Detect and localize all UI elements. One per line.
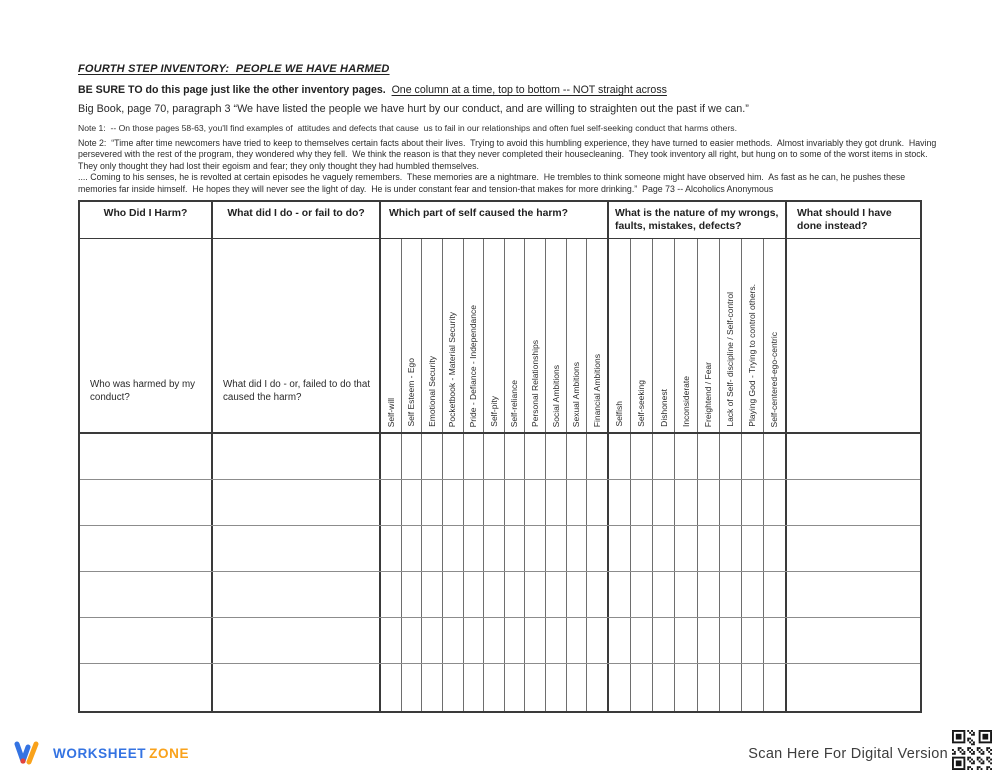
instruction-line xyxy=(78,84,942,96)
cells-nature-of-wrongs xyxy=(609,434,787,479)
wrongs-column-label xyxy=(764,239,785,432)
cell-self-check[interactable] xyxy=(525,572,546,617)
wrongs-columns-labels xyxy=(609,239,787,432)
cell-wrongs-check[interactable] xyxy=(720,526,742,571)
wrongs-column-label xyxy=(742,239,764,432)
cells-nature-of-wrongs xyxy=(609,572,787,617)
wrongs-column-label-text: Lack of Self- discipline / Self-control xyxy=(724,292,735,427)
cell-self-check[interactable] xyxy=(464,618,485,663)
cell-what-did-i-do[interactable] xyxy=(213,526,381,571)
table-row xyxy=(80,572,920,618)
wrongs-column-label-text: Playing God - Trying to control others. xyxy=(747,284,758,427)
cell-self-check[interactable] xyxy=(567,618,588,663)
cell-self-check[interactable] xyxy=(525,434,546,479)
cell-wrongs-check[interactable] xyxy=(764,572,785,617)
cell-self-check[interactable] xyxy=(484,618,505,663)
cell-self-check[interactable] xyxy=(546,618,567,663)
wrongs-column-label xyxy=(720,239,742,432)
self-column-label xyxy=(525,239,546,432)
cell-wrongs-check[interactable] xyxy=(609,526,631,571)
cell-what-did-i-do[interactable] xyxy=(213,480,381,525)
cells-part-of-self xyxy=(381,434,609,479)
cell-self-check[interactable] xyxy=(484,480,505,525)
cell-self-check[interactable] xyxy=(525,480,546,525)
note-2-paragraph-2: .... Coming to his senses, he is revolted at certain episodes he vaguely remembers. These memories are a nightmare. He trembles to think someone might have observed him. As fast as he can, he pushes these memories far inside himself. He hopes they will never see the light of day. He is under constant fear and tension-that makes for more drinking.” Page 73 -- Alcoholics Anonymous xyxy=(78,172,908,194)
cell-self-check[interactable] xyxy=(422,618,443,663)
cell-wrongs-check[interactable] xyxy=(609,434,631,479)
cell-self-check[interactable] xyxy=(402,480,423,525)
cell-wrongs-check[interactable] xyxy=(653,664,675,710)
cell-self-check[interactable] xyxy=(381,526,402,571)
cell-self-check[interactable] xyxy=(464,664,485,710)
cell-self-check[interactable] xyxy=(381,572,402,617)
cell-wrongs-check[interactable] xyxy=(764,434,785,479)
worksheetzone-logo-icon xyxy=(14,741,46,765)
wrongs-column-label xyxy=(609,239,631,432)
wrongs-column-label-text: Selfish xyxy=(614,401,625,427)
cell-wrongs-check[interactable] xyxy=(764,526,785,571)
subheader-what-caused-harm: What did I do - or, failed to do that caused the harm? xyxy=(213,239,381,432)
cell-self-check[interactable] xyxy=(525,664,546,710)
self-column-label xyxy=(443,239,464,432)
cell-self-check[interactable] xyxy=(505,618,526,663)
subheader-done-instead-empty xyxy=(787,239,920,432)
cell-self-check[interactable] xyxy=(464,526,485,571)
self-column-label-text: Personal Relationships xyxy=(530,340,541,427)
cell-self-check[interactable] xyxy=(443,434,464,479)
self-columns-labels xyxy=(381,239,609,432)
cell-wrongs-check[interactable] xyxy=(764,618,785,663)
self-column-label-text: Self Esteem - Ego xyxy=(406,358,417,427)
cell-wrongs-check[interactable] xyxy=(675,526,697,571)
self-column-label-text: Sexual Ambitions xyxy=(571,361,582,427)
cell-self-check[interactable] xyxy=(505,434,526,479)
cell-self-check[interactable] xyxy=(546,572,567,617)
cell-self-check[interactable] xyxy=(567,664,588,710)
table-row xyxy=(80,434,920,480)
self-column-label xyxy=(422,239,443,432)
cells-part-of-self xyxy=(381,526,609,571)
cell-what-did-i-do[interactable] xyxy=(213,572,381,617)
worksheetzone-logo xyxy=(14,741,189,765)
cell-self-check[interactable] xyxy=(381,618,402,663)
cell-wrongs-check[interactable] xyxy=(653,526,675,571)
cell-self-check[interactable] xyxy=(402,664,423,710)
instruction-underlined-text: One column at a time, top to bottom -- NOT straight across xyxy=(391,84,667,96)
cell-self-check[interactable] xyxy=(546,664,567,710)
col-header-part-of-self: Which part of self caused the harm? xyxy=(381,202,609,238)
self-column-label xyxy=(567,239,588,432)
cell-self-check[interactable] xyxy=(546,480,567,525)
subheader-who-was-harmed: Who was harmed by my conduct? xyxy=(80,239,213,432)
cell-wrongs-check[interactable] xyxy=(698,664,720,710)
cell-wrongs-check[interactable] xyxy=(609,572,631,617)
cell-wrongs-check[interactable] xyxy=(742,434,764,479)
cell-self-check[interactable] xyxy=(443,572,464,617)
wrongs-column-label-text: Inconsiderate xyxy=(680,375,691,427)
instruction-bold-text: BE SURE TO do this page just like the other inventory pages. xyxy=(78,84,392,96)
cell-self-check[interactable] xyxy=(505,572,526,617)
cells-part-of-self xyxy=(381,618,609,663)
wrongs-column-label-text: Dishonest xyxy=(658,389,669,427)
cell-done-instead[interactable] xyxy=(787,664,920,710)
cell-wrongs-check[interactable] xyxy=(653,572,675,617)
note-1: Note 1: -- On those pages 58-63, you'll find examples of attitudes and defects that cause us to fail in our relationships and often fuel self-seeking conduct that harms others. xyxy=(78,123,737,133)
self-column-label xyxy=(587,239,607,432)
cell-self-check[interactable] xyxy=(422,572,443,617)
cell-wrongs-check[interactable] xyxy=(631,664,653,710)
cell-done-instead[interactable] xyxy=(787,480,920,525)
self-column-label xyxy=(381,239,402,432)
cell-wrongs-check[interactable] xyxy=(764,664,785,710)
cell-self-check[interactable] xyxy=(381,664,402,710)
cell-self-check[interactable] xyxy=(443,480,464,525)
cell-self-check[interactable] xyxy=(525,618,546,663)
cell-who-harmed[interactable] xyxy=(80,618,213,663)
cell-wrongs-check[interactable] xyxy=(609,664,631,710)
cell-self-check[interactable] xyxy=(402,434,423,479)
cell-wrongs-check[interactable] xyxy=(675,664,697,710)
cell-wrongs-check[interactable] xyxy=(742,526,764,571)
wrongs-column-label-text: Self-seeking xyxy=(636,380,647,427)
cell-wrongs-check[interactable] xyxy=(609,618,631,663)
cell-wrongs-check[interactable] xyxy=(698,618,720,663)
note-2-paragraph-1: Note 2: “Time after time newcomers have tried to keep to themselves certain facts about their lives. Trying to avoid this humbling experience, they have turned to easier methods. Almost invariably they got drunk. Having persevered with the rest of the program, they wondered why they fell. We think the reason is that they never completed their housecleaning. They took inventory all right, but hung on to some of the worst items in stock. They only thought they had lost their egoism and fear; they only thought they had humbled themselves. xyxy=(78,138,939,171)
cell-wrongs-check[interactable] xyxy=(720,480,742,525)
cell-wrongs-check[interactable] xyxy=(653,618,675,663)
cell-self-check[interactable] xyxy=(402,526,423,571)
table-row xyxy=(80,618,920,664)
cell-wrongs-check[interactable] xyxy=(631,618,653,663)
cell-who-harmed[interactable] xyxy=(80,526,213,571)
cell-self-check[interactable] xyxy=(587,664,607,710)
cell-done-instead[interactable] xyxy=(787,618,920,663)
cell-wrongs-check[interactable] xyxy=(631,526,653,571)
brand-zone-text: ZONE xyxy=(149,745,190,761)
cell-wrongs-check[interactable] xyxy=(720,618,742,663)
cell-what-did-i-do[interactable] xyxy=(213,618,381,663)
cell-wrongs-check[interactable] xyxy=(764,480,785,525)
cell-done-instead[interactable] xyxy=(787,434,920,479)
cell-who-harmed[interactable] xyxy=(80,434,213,479)
cell-wrongs-check[interactable] xyxy=(698,572,720,617)
self-column-label-text: Pride - Defiance - Independance xyxy=(468,304,479,427)
cell-self-check[interactable] xyxy=(464,480,485,525)
cell-wrongs-check[interactable] xyxy=(720,572,742,617)
col-header-what-did-i-do: What did I do - or fail to do? xyxy=(213,202,381,238)
cell-self-check[interactable] xyxy=(587,434,607,479)
cell-wrongs-check[interactable] xyxy=(675,480,697,525)
cells-nature-of-wrongs xyxy=(609,480,787,525)
cell-who-harmed[interactable] xyxy=(80,480,213,525)
cell-done-instead[interactable] xyxy=(787,572,920,617)
cell-self-check[interactable] xyxy=(587,618,607,663)
cell-what-did-i-do[interactable] xyxy=(213,664,381,710)
self-column-label-text: Emotional Security xyxy=(426,356,437,427)
cell-self-check[interactable] xyxy=(484,572,505,617)
cell-who-harmed[interactable] xyxy=(80,572,213,617)
self-column-label xyxy=(546,239,567,432)
wrongs-column-label xyxy=(698,239,720,432)
self-column-label xyxy=(402,239,423,432)
page-header xyxy=(78,63,942,195)
cells-part-of-self xyxy=(381,480,609,525)
table-row xyxy=(80,526,920,572)
cell-self-check[interactable] xyxy=(422,480,443,525)
table-row xyxy=(80,664,920,710)
cell-wrongs-check[interactable] xyxy=(742,618,764,663)
cell-self-check[interactable] xyxy=(402,572,423,617)
cell-self-check[interactable] xyxy=(505,480,526,525)
cell-wrongs-check[interactable] xyxy=(653,480,675,525)
self-column-label-text: Self-will xyxy=(385,397,396,427)
cell-done-instead[interactable] xyxy=(787,526,920,571)
cell-self-check[interactable] xyxy=(381,434,402,479)
brand-worksheet-text: WORKSHEET xyxy=(53,745,147,761)
big-book-quote: Big Book, page 70, paragraph 3 “We have listed the people we have hurt by our conduct, and are willing to straighten out the past if we can.” xyxy=(78,103,749,115)
cell-self-check[interactable] xyxy=(567,526,588,571)
self-column-label-text: Self-reliance xyxy=(509,379,520,427)
cell-wrongs-check[interactable] xyxy=(720,664,742,710)
self-column-label xyxy=(464,239,485,432)
cell-wrongs-check[interactable] xyxy=(698,526,720,571)
wrongs-column-label-text: Freightend / Fear xyxy=(702,361,713,427)
table-subheader-row xyxy=(80,239,920,434)
wrongs-column-label xyxy=(675,239,697,432)
self-column-label-text: Pocketbook - Material Security xyxy=(447,311,458,427)
cell-wrongs-check[interactable] xyxy=(631,434,653,479)
table-header-row xyxy=(80,202,920,239)
cell-self-check[interactable] xyxy=(422,434,443,479)
cell-self-check[interactable] xyxy=(525,526,546,571)
cell-wrongs-check[interactable] xyxy=(675,618,697,663)
cell-self-check[interactable] xyxy=(381,480,402,525)
cell-wrongs-check[interactable] xyxy=(631,480,653,525)
cell-self-check[interactable] xyxy=(484,664,505,710)
table-body xyxy=(80,434,920,711)
cell-self-check[interactable] xyxy=(484,526,505,571)
col-header-done-instead: What should I have done instead? xyxy=(797,208,892,232)
qr-code-icon xyxy=(952,730,992,770)
col-header-nature-of-wrongs: What is the nature of my wrongs, faults, mistakes, defects? xyxy=(609,202,787,238)
cell-self-check[interactable] xyxy=(505,526,526,571)
cell-self-check[interactable] xyxy=(505,664,526,710)
cell-self-check[interactable] xyxy=(567,434,588,479)
cell-self-check[interactable] xyxy=(546,434,567,479)
cell-what-did-i-do[interactable] xyxy=(213,434,381,479)
cell-self-check[interactable] xyxy=(587,572,607,617)
cells-nature-of-wrongs xyxy=(609,618,787,663)
cell-wrongs-check[interactable] xyxy=(742,480,764,525)
cell-self-check[interactable] xyxy=(443,664,464,710)
cell-self-check[interactable] xyxy=(443,526,464,571)
cells-part-of-self xyxy=(381,664,609,710)
self-column-label xyxy=(505,239,526,432)
cell-self-check[interactable] xyxy=(587,526,607,571)
self-column-label-text: Financial Ambitions xyxy=(591,353,602,427)
cell-wrongs-check[interactable] xyxy=(742,664,764,710)
cell-self-check[interactable] xyxy=(464,434,485,479)
scan-here-text: Scan Here For Digital Version xyxy=(748,746,948,762)
wrongs-column-label xyxy=(631,239,653,432)
cell-who-harmed[interactable] xyxy=(80,664,213,710)
cell-wrongs-check[interactable] xyxy=(653,434,675,479)
cell-wrongs-check[interactable] xyxy=(742,572,764,617)
self-column-label-text: Self-pity xyxy=(488,396,499,427)
table-row xyxy=(80,480,920,526)
cell-wrongs-check[interactable] xyxy=(720,434,742,479)
cell-self-check[interactable] xyxy=(402,618,423,663)
cell-self-check[interactable] xyxy=(464,572,485,617)
cell-wrongs-check[interactable] xyxy=(698,434,720,479)
cell-wrongs-check[interactable] xyxy=(631,572,653,617)
cells-nature-of-wrongs xyxy=(609,526,787,571)
self-column-label xyxy=(484,239,505,432)
cells-nature-of-wrongs xyxy=(609,664,787,710)
cell-self-check[interactable] xyxy=(422,664,443,710)
cell-wrongs-check[interactable] xyxy=(675,434,697,479)
cell-self-check[interactable] xyxy=(484,434,505,479)
cell-self-check[interactable] xyxy=(422,526,443,571)
col-header-who-did-i-harm: Who Did I Harm? xyxy=(80,202,213,238)
wrongs-column-label-text: Self-centered-ego-centric xyxy=(769,331,780,427)
cell-wrongs-check[interactable] xyxy=(675,572,697,617)
cell-self-check[interactable] xyxy=(546,526,567,571)
inventory-table xyxy=(78,200,922,713)
cell-self-check[interactable] xyxy=(567,572,588,617)
cell-wrongs-check[interactable] xyxy=(698,480,720,525)
cells-part-of-self xyxy=(381,572,609,617)
page-title: FOURTH STEP INVENTORY: PEOPLE WE HAVE HARMED xyxy=(78,63,390,75)
self-column-label-text: Social Ambitions xyxy=(550,364,561,427)
wrongs-column-label xyxy=(653,239,675,432)
page-footer xyxy=(0,728,1000,772)
cell-wrongs-check[interactable] xyxy=(609,480,631,525)
cell-self-check[interactable] xyxy=(567,480,588,525)
cell-self-check[interactable] xyxy=(443,618,464,663)
cell-self-check[interactable] xyxy=(587,480,607,525)
